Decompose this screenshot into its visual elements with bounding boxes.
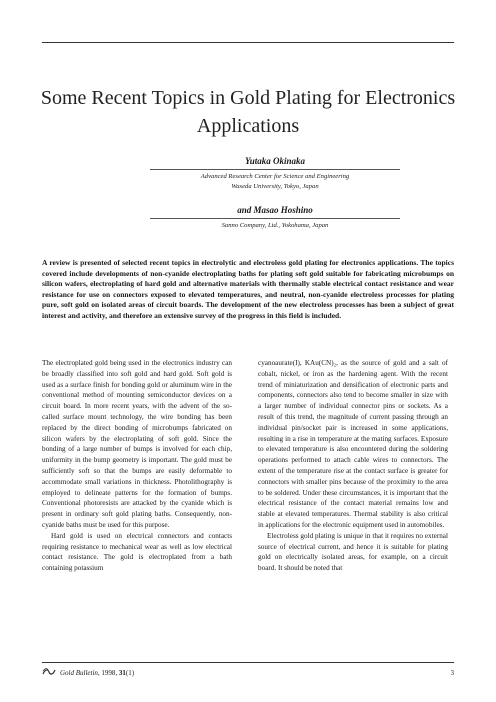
body-paragraph: cyanoaurate(I), KAu(CN)₂, as the source of gold and a salt of cobalt, nickel, or iron as the hardening agent. With the recent trend of miniaturization and densification of electronic parts and components, connectors also tend to become smaller in size with a larger number of individual connector pins or sockets. As a result of this trend, the magnitude of current passing through an individual pin/socket pair is increased in some applications, resulting in a rise in temperature at the mating surfaces. Exposure to elevated temperature is also encountered during the soldering operations performed to attach cable wires to connectors. The extent of the temperature rise at the contact surface is greater for connectors with smaller pins because of the proximity to the area to be soldered. Under these circumstances, it is important that the electrical resistance of the contact material remains low and stable at elevated temperatures. Thermal stability is also critical in applications for the electronic equipment used in automobiles. bbox=[258, 359, 448, 529]
journal-issue: (1) bbox=[125, 669, 135, 678]
body-paragraph: Hard gold is used on electrical connectors and contacts requiring resistance to mechanical wear as well as low electrical contact resistance. The gold is electroplated from a bath containing potassium bbox=[42, 531, 232, 573]
body-paragraph: The electroplated gold being used in the electronics industry can be broadly classified into soft gold and hard gold. Soft gold is used as a surface finish for bonding gold or aluminum wire in the conventional method of mounting semiconductor devices on a circuit board. In more recent years, with the advent of the so-called surface mount technology, the wire bonding has been replaced by the direct bonding of microbumps fabricated on silicon wafers by the electroplating of soft gold. Since the bonding of a large number of bumps is involved for each chip, uniformity in the bump geometry is important. The gold must be sufficiently soft so that the bumps are easily deformable to accommodate small variations in thickness. Photolithography is employed to delineate patterns for the formation of bumps. Conventional photoresists are attacked by the cyanide which is present in ordinary soft gold plating baths. Consequently, non-cyanide baths must be used for this purpose. bbox=[42, 359, 232, 529]
author-affiliation: Advanced Research Center for Science and Engineering bbox=[200, 173, 350, 180]
author-rule bbox=[150, 218, 400, 219]
body-column-left bbox=[42, 358, 232, 574]
footer-rule bbox=[42, 662, 454, 663]
page-footer bbox=[42, 668, 454, 679]
journal-year: 1998, bbox=[99, 669, 119, 678]
author-block bbox=[150, 155, 400, 231]
author-affiliation: Waseda University, Tokyo, Japan bbox=[231, 183, 319, 190]
journal-volume: 31 bbox=[118, 669, 126, 678]
article-title: Some Recent Topics in Gold Plating for Electronics Applications bbox=[40, 87, 456, 137]
page-number: 3 bbox=[450, 669, 454, 677]
body-paragraph: Electroless gold plating is unique in that it requires no external source of electrical current, and hence it is suitable for plating gold on electrically isolated areas, for example, on a circuit board. It should be noted that bbox=[258, 531, 448, 573]
author-affiliation: Sanno Company, Ltd., Yokohama, Japan bbox=[221, 222, 329, 229]
abstract: A review is presented of selected recent topics in electrolytic and electroless gold plating for electronics applications. The topics covered include developments of non-cyanide electroplating baths for plating soft gold suitable for fabricating microbumps on silicon wafers, electroplating of hard gold and alternative materials with thermally stable electrical contact resistance and wear resistance for use on connectors exposed to elevated temperatures, and neutral, non-cyanide electroless processes for plating pure, soft gold on isolated areas of circuit boards. The development of the new electroless processes has been a subject of great interest and activity, and therefore an extensive survey of the progress in this field is included. bbox=[42, 258, 454, 320]
author-rule bbox=[150, 169, 400, 170]
author-name: Yutaka Okinaka bbox=[245, 156, 305, 166]
header-rule bbox=[42, 42, 454, 43]
journal-name: Gold Bulletin, bbox=[60, 669, 100, 678]
author-name: and Masao Hoshino bbox=[237, 205, 313, 215]
gold-bulletin-logo-icon bbox=[42, 668, 56, 679]
body-column-right bbox=[258, 358, 448, 574]
